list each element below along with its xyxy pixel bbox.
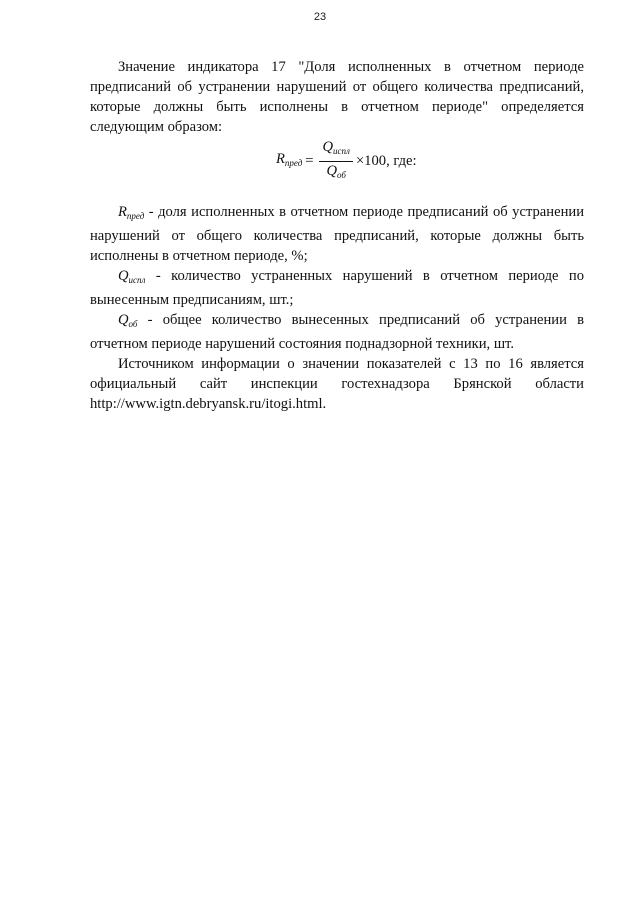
- definition-r-pred: $R_{пред}$ - доля исполненных в отчетном периоде предписаний об устранении нарушений от общего количества предписаний, которые должны быть исполнены в отчетном периоде, %;: [90, 204, 584, 264]
- formula-line: [90, 140, 584, 182]
- document-body: [90, 57, 584, 414]
- formula-equals: =: [305, 153, 314, 169]
- definition-variable: $R_{пред}$: [118, 204, 145, 221]
- formula-multiplier: ×100: [355, 153, 387, 169]
- formula-denominator: $Q_{об}$: [326, 162, 346, 180]
- formula-suffix: , где:: [386, 153, 417, 169]
- page-number: 23: [313, 11, 327, 23]
- formula: [276, 140, 417, 182]
- source-url[interactable]: http://www.igtn.debryansk.ru/itogi.html.: [90, 396, 327, 412]
- definition-q-ob: $Q_{об}$ - общее количество вынесенных предписаний об устранении в отчетном периоде нарушений состояния поднадзорной техники, шт.: [90, 312, 584, 352]
- definition-variable: $Q_{об}$: [118, 312, 138, 329]
- definitions: [90, 202, 584, 354]
- definition-q-ispl: $Q_{испл}$ - количество устраненных нарушений в отчетном периоде по вынесенным предписаниям, шт.;: [90, 268, 584, 308]
- intro-paragraph: Значение индикатора 17 "Доля исполненных в отчетном периоде предписаний об устранении нарушений от общего количества предписаний, которые должны быть исполнены в отчетном периоде" определяется следующим образом:: [90, 59, 584, 135]
- source-paragraph: Источником информации о значении показателей с 13 по 16 является официальный сайт инспекции гостехнадзора Брянской области: [90, 356, 584, 392]
- formula-numerator: $Q_{испл}$: [319, 139, 352, 162]
- definition-variable: $Q_{испл}$: [118, 268, 146, 285]
- formula-fraction: [319, 139, 352, 184]
- formula-lhs: $R_{пред}$: [276, 151, 303, 168]
